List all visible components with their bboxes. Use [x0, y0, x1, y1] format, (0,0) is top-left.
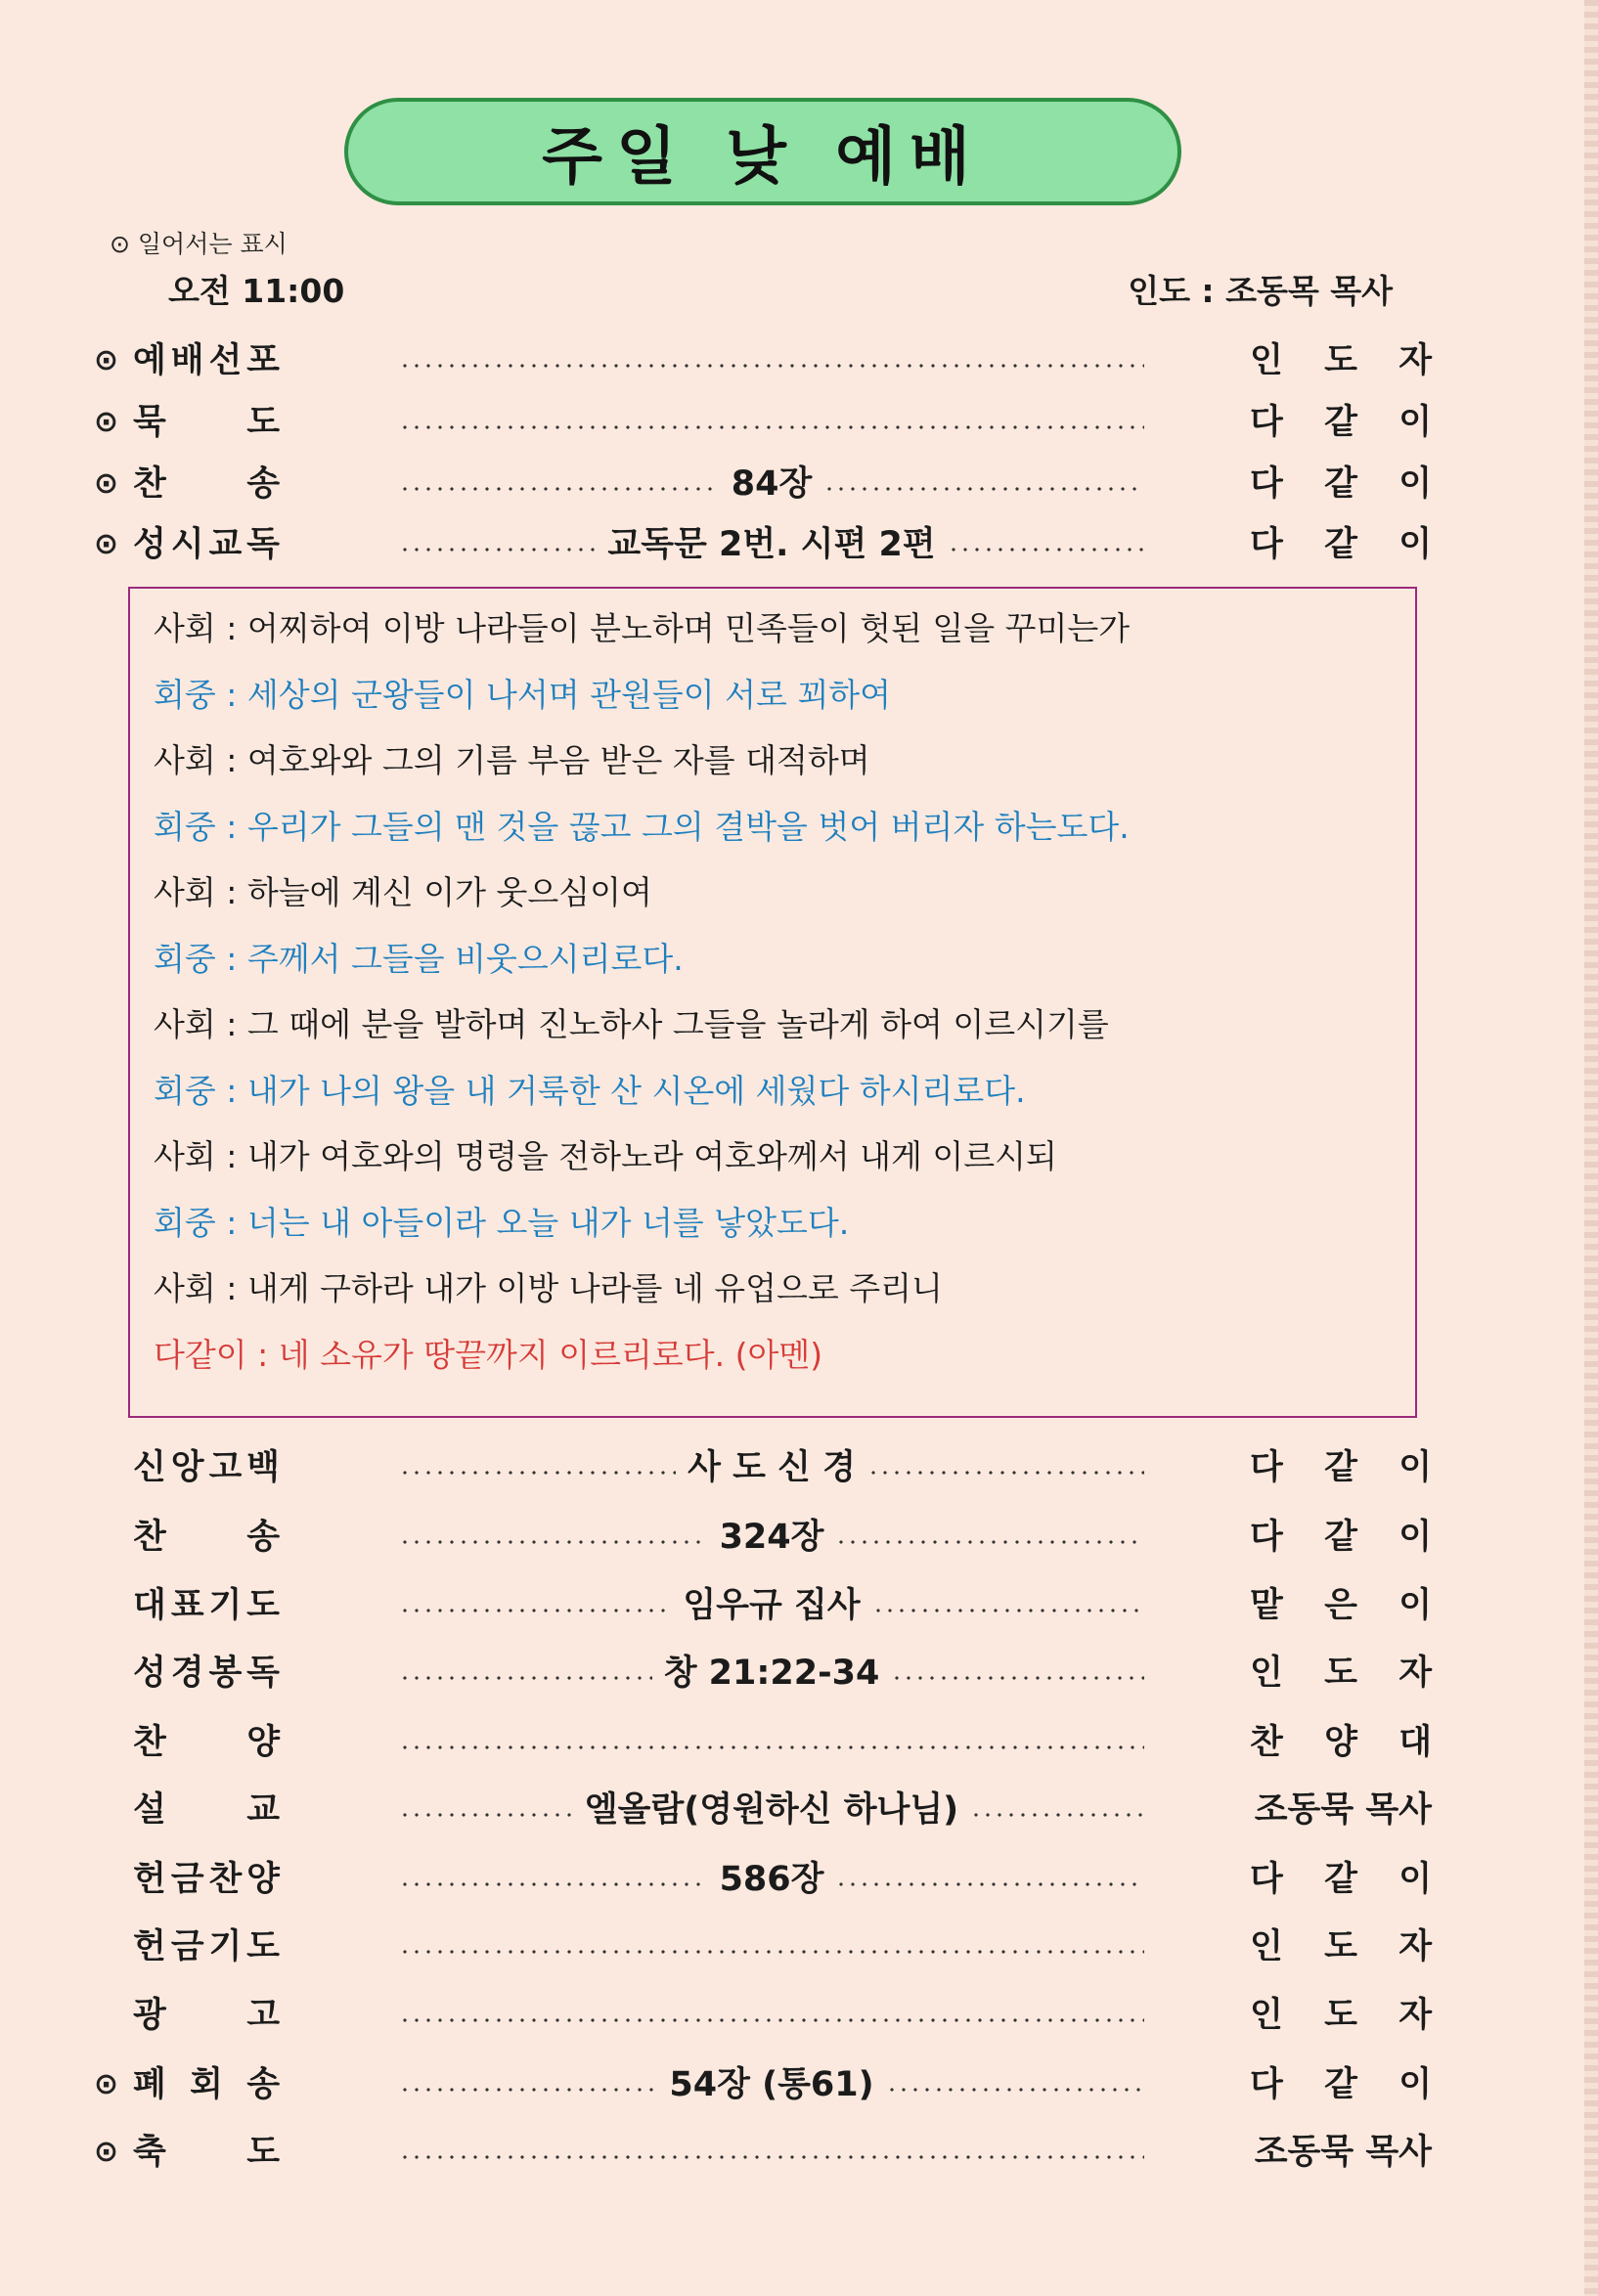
label-char: 양	[246, 1723, 280, 1762]
order-item-performer	[1250, 1648, 1432, 1699]
label-char: 송	[246, 1518, 280, 1557]
dot-leader	[399, 1676, 652, 1680]
reading-line-leader: 사회 : 어찌하여 이방 나라들이 분노하며 민족들이 헛된 일을 꾸미는가	[154, 609, 1131, 647]
performer-char: 도	[1324, 1654, 1357, 1693]
order-row	[0, 1512, 1598, 1563]
order-item-label	[133, 1580, 280, 1631]
dot-leader	[886, 2088, 1144, 2092]
performer-char: 대	[1398, 1723, 1432, 1762]
stand-note: ⊙ 일어서는 표시	[110, 230, 288, 258]
order-row	[0, 519, 1598, 570]
order-item-label	[133, 1921, 280, 1972]
order-item-performer	[1250, 1442, 1432, 1493]
label-char: 폐	[133, 2065, 166, 2104]
label-char: 백	[246, 1448, 280, 1487]
order-row	[0, 1717, 1598, 1768]
order-item-performer	[1250, 1854, 1432, 1905]
label-char: 기	[208, 1927, 243, 1966]
stand-mark: ⊙	[94, 466, 119, 501]
order-item-content	[399, 459, 1144, 509]
order-item-label	[133, 1512, 280, 1563]
order-item-content	[399, 1648, 1144, 1699]
order-row	[0, 397, 1598, 448]
reading-line-cong: 회중 : 주께서 그들을 비웃으시리로다.	[154, 939, 684, 978]
label-char: 앙	[170, 1448, 204, 1487]
service-leader: 인도 : 조동목 목사	[1128, 272, 1393, 310]
order-item-performer	[1250, 519, 1432, 570]
dot-leader	[399, 1540, 708, 1544]
performer-char: 이	[1398, 1448, 1432, 1487]
dot-leader	[399, 364, 1144, 368]
performer-char: 자	[1398, 1927, 1432, 1966]
order-item-content	[399, 519, 1144, 570]
order-item-detail: 54장 (통61)	[669, 2065, 874, 2104]
order-item-performer: 조동묵 목사	[1254, 1790, 1432, 1830]
order-item-performer	[1250, 335, 1432, 386]
performer-char: 같	[1324, 525, 1357, 564]
order-row	[0, 2059, 1598, 2110]
order-item-content	[399, 1717, 1144, 1768]
label-char: 성	[133, 1654, 166, 1693]
label-char: 독	[246, 1654, 280, 1693]
label-char: 성	[133, 525, 166, 564]
performer-char: 같	[1324, 403, 1357, 442]
order-item-content	[399, 1785, 1144, 1835]
reading-line-cong: 회중 : 우리가 그들의 맨 것을 끊고 그의 결박을 벗어 버리자 하는도다.	[154, 807, 1130, 846]
dot-leader	[399, 548, 596, 552]
performer-char: 인	[1250, 1996, 1283, 2035]
order-item-detail: 사 도 신 경	[688, 1448, 856, 1487]
dot-leader	[835, 1540, 1144, 1544]
reading-line-cong: 회중 : 내가 나의 왕을 내 거룩한 산 시온에 세웠다 하시리로다.	[154, 1071, 1026, 1110]
dot-leader	[970, 1813, 1144, 1817]
order-item-detail: 586장	[719, 1860, 824, 1899]
order-row	[0, 1580, 1598, 1631]
order-item-label	[133, 1854, 280, 1905]
label-char: 배	[170, 341, 204, 380]
title-banner	[344, 98, 1181, 205]
label-char: 봉	[208, 1654, 243, 1693]
performer-char: 도	[1324, 1927, 1357, 1966]
order-item-detail: 교독문 2번. 시편 2편	[607, 525, 936, 564]
order-item-label	[133, 459, 280, 509]
order-item-label	[133, 1648, 280, 1699]
performer-char: 다	[1250, 1448, 1283, 1487]
stand-mark: ⊙	[94, 2067, 119, 2101]
performer-char: 인	[1250, 1927, 1283, 1966]
order-item-content	[399, 1442, 1144, 1493]
label-char: 예	[133, 341, 166, 380]
order-item-detail: 324장	[719, 1518, 824, 1557]
order-item-content	[399, 1990, 1144, 2041]
performer-char: 이	[1398, 403, 1432, 442]
order-item-performer	[1250, 459, 1432, 509]
reading-line-all: 다같이 : 네 소유가 땅끝까지 이르리로다. (아멘)	[154, 1335, 823, 1374]
performer-char: 도	[1324, 1996, 1357, 2035]
label-char: 금	[170, 1927, 204, 1966]
label-char: 찬	[133, 1723, 166, 1762]
page-title: 주일 낮 예배	[542, 121, 984, 194]
order-item-content	[399, 335, 1144, 386]
reading-line-leader: 사회 : 여호와와 그의 기름 부음 받은 자를 대적하며	[154, 741, 870, 779]
dot-leader	[399, 2088, 657, 2092]
order-item-content	[399, 1921, 1144, 1972]
reading-line-cong: 회중 : 세상의 군왕들이 나서며 관원들이 서로 꾀하여	[154, 675, 891, 714]
label-char: 교	[246, 1790, 280, 1830]
label-char: 찬	[133, 1518, 166, 1557]
dot-leader	[399, 1745, 1144, 1749]
label-char: 시	[170, 525, 204, 564]
order-item-content	[399, 2127, 1144, 2178]
dot-leader	[399, 2018, 1144, 2022]
performer-char: 다	[1250, 464, 1283, 504]
label-char: 대	[133, 1586, 166, 1625]
order-item-label	[133, 2127, 280, 2178]
order-item-content	[399, 397, 1144, 448]
stand-mark: ⊙	[94, 343, 119, 377]
performer-char: 이	[1398, 464, 1432, 504]
order-item-performer	[1250, 2059, 1432, 2110]
performer-char: 자	[1398, 341, 1432, 380]
dot-leader	[823, 487, 1144, 491]
order-item-label	[133, 519, 280, 570]
performer-char: 이	[1398, 2065, 1432, 2104]
order-item-label	[133, 1990, 280, 2041]
performer-char: 찬	[1250, 1723, 1283, 1762]
performer-char: 은	[1324, 1586, 1357, 1625]
label-char: 경	[170, 1654, 204, 1693]
dot-leader	[891, 1676, 1144, 1680]
dot-leader	[835, 1882, 1144, 1886]
performer-char: 다	[1250, 403, 1283, 442]
dot-leader	[948, 548, 1144, 552]
order-item-detail: 엘올람(영원하신 하나님)	[584, 1790, 959, 1830]
performer-char: 다	[1250, 525, 1283, 564]
order-row	[0, 1854, 1598, 1905]
order-row	[0, 1990, 1598, 2041]
dot-leader	[399, 1882, 708, 1886]
order-item-content	[399, 1854, 1144, 1905]
order-row	[0, 1648, 1598, 1699]
dot-leader	[399, 1950, 1144, 1954]
performer-char: 이	[1398, 1586, 1432, 1625]
service-time: 오전 11:00	[168, 272, 345, 310]
order-item-content	[399, 2059, 1144, 2110]
order-row	[0, 1921, 1598, 1972]
label-char: 찬	[208, 1860, 243, 1899]
performer-char: 이	[1398, 1518, 1432, 1557]
performer-char: 인	[1250, 1654, 1283, 1693]
order-item-label	[133, 1442, 280, 1493]
performer-char: 인	[1250, 341, 1283, 380]
reading-line-leader: 사회 : 내가 여호와의 명령을 전하노라 여호와께서 내게 이르시되	[154, 1137, 1057, 1175]
dot-leader	[872, 1609, 1144, 1612]
performer-char: 도	[1324, 341, 1357, 380]
performer-char: 다	[1250, 1518, 1283, 1557]
reading-line-cong: 회중 : 너는 내 아들이라 오늘 내가 너를 낳았도다.	[154, 1203, 850, 1242]
performer-char: 맡	[1250, 1586, 1283, 1625]
stand-mark: ⊙	[94, 527, 119, 561]
performer-char: 같	[1324, 464, 1357, 504]
label-char: 고	[246, 1996, 280, 2035]
order-item-label	[133, 335, 280, 386]
performer-char: 같	[1324, 1448, 1357, 1487]
label-char: 포	[246, 341, 280, 380]
label-char: 묵	[133, 403, 166, 442]
order-item-label	[133, 1717, 280, 1768]
order-item-performer	[1250, 1580, 1432, 1631]
order-item-detail: 창 21:22-34	[663, 1654, 880, 1693]
label-char: 도	[246, 1586, 280, 1625]
order-row	[0, 335, 1598, 386]
responsive-reading-box	[128, 587, 1417, 1418]
performer-char: 다	[1250, 1860, 1283, 1899]
order-item-label	[133, 2059, 280, 2110]
label-char: 양	[246, 1860, 280, 1899]
performer-char: 이	[1398, 1860, 1432, 1899]
order-item-performer: 조동묵 목사	[1254, 2133, 1432, 2172]
label-char: 금	[170, 1860, 204, 1899]
label-char: 표	[170, 1586, 204, 1625]
performer-char: 자	[1398, 1996, 1432, 2035]
dot-leader	[399, 1609, 671, 1612]
reading-line-leader: 사회 : 하늘에 계신 이가 웃으심이여	[154, 873, 652, 911]
order-item-performer	[1250, 1921, 1432, 1972]
label-char: 송	[246, 464, 280, 504]
label-char: 헌	[133, 1860, 166, 1899]
order-row	[0, 459, 1598, 509]
label-char: 신	[133, 1448, 166, 1487]
dot-leader	[399, 425, 1144, 429]
label-char: 회	[190, 2065, 223, 2104]
label-char: 기	[208, 1586, 243, 1625]
reading-line-leader: 사회 : 내게 구하라 내가 이방 나라를 네 유업으로 주리니	[154, 1269, 943, 1307]
order-item-content	[399, 1512, 1144, 1563]
reading-line-leader: 사회 : 그 때에 분을 발하며 진노하사 그들을 놀라게 하여 이르시기를	[154, 1005, 1109, 1043]
order-item-detail: 임우규 집사	[683, 1586, 861, 1625]
label-char: 설	[133, 1790, 166, 1830]
label-char: 도	[246, 2133, 280, 2172]
order-row	[0, 1442, 1598, 1493]
order-item-performer	[1250, 1512, 1432, 1563]
order-item-content	[399, 1580, 1144, 1631]
performer-char: 자	[1398, 1654, 1432, 1693]
label-char: 찬	[133, 464, 166, 504]
order-item-label	[133, 1785, 280, 1835]
label-char: 송	[246, 2065, 280, 2104]
dot-leader	[867, 1471, 1144, 1475]
performer-char: 같	[1324, 1860, 1357, 1899]
dot-leader	[399, 1813, 573, 1817]
performer-char: 같	[1324, 1518, 1357, 1557]
order-item-performer	[1250, 1990, 1432, 2041]
performer-char: 다	[1250, 2065, 1283, 2104]
stand-mark: ⊙	[94, 405, 119, 439]
performer-char: 같	[1324, 2065, 1357, 2104]
label-char: 고	[208, 1448, 243, 1487]
label-char: 광	[133, 1996, 166, 2035]
performer-char: 이	[1398, 525, 1432, 564]
order-row	[0, 2127, 1598, 2178]
label-char: 도	[246, 403, 280, 442]
order-item-performer	[1250, 1717, 1432, 1768]
dot-leader	[399, 1471, 676, 1475]
dot-leader	[399, 487, 720, 491]
order-item-performer	[1250, 397, 1432, 448]
order-item-label	[133, 397, 280, 448]
performer-char: 양	[1324, 1723, 1357, 1762]
label-char: 선	[208, 341, 243, 380]
label-char: 헌	[133, 1927, 166, 1966]
label-char: 교	[208, 525, 243, 564]
order-item-detail: 84장	[731, 464, 813, 504]
label-char: 도	[246, 1927, 280, 1966]
label-char: 독	[246, 525, 280, 564]
label-char: 축	[133, 2133, 166, 2172]
order-row	[0, 1785, 1598, 1835]
stand-mark: ⊙	[94, 2135, 119, 2169]
dot-leader	[399, 2155, 1144, 2159]
